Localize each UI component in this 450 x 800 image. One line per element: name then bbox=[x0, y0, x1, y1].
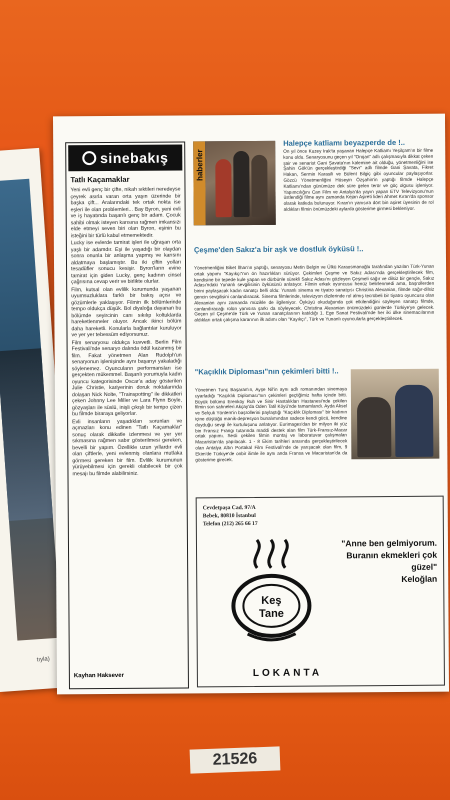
section-label: haberler bbox=[195, 149, 205, 181]
review-body bbox=[70, 186, 182, 478]
svg-text:Keş: Keş bbox=[261, 594, 282, 607]
film-reel-icon bbox=[82, 151, 96, 165]
news-body-3: Yönetmen Tunç Başaran'ın, Ayşe Nil'in aynı adlı romanından sinemaya uyarladığı "Kaçıklık Diploması"nın çekimleri geçtiğimiz hafta içinde bitti. Büyük bölümü Erenköy Ruh ve Sinir Hastalıkları Hastanesi'nde çekilen filmin son sahneleri Akçay'da Oden Tatil Köyü'nde tamamlandı. Ayda Aksel ve Selçuk Yöntem'in başrollerini paylaştığı "Kaçıklık Diploması" bir kadının içine düştüğü manik-depresyon bunalımından sadece kendi gücü, kendine duyduğu sevgi ile kurtuluşunu anlatıyor. Eurimages'dan bir milyon iki yüz bin Fransız Frangı tutarında maddi destek alan film Türk-Fransız-Macar ortak yapımı. Sesli çekilen filmin montaj ve laboratuvar çalışmaları Macaristan'da yapılacak. 1 - 8 Ekim tarihleri arasında gerçekleştirilecek olan Antalya Altın Portakal Film Festivali'nde de yarışacak olan film, 9 Ekim'de Türkiye'de onbir ilimle ile aynı anda Fransa ve Macaristan'da da gösterime girecek. bbox=[194, 386, 348, 462]
news-body-1 bbox=[283, 148, 433, 213]
photo-figure bbox=[215, 159, 231, 217]
photo-figure bbox=[251, 155, 267, 217]
news-text-1: On yıl önce Kuzey Irak'ta yaşanan Halepçe Katliamı Yeşilçam'ın bir filme konu oldu. Senaryosunu geçen yıl "Orojan" adlı çalışmasıyla dikkat çeken şair ve senarist Gani Şavata'nın kalemine ait olduğu, yönetmenliğini ise Şahin Gök'ün gerçekleştirdiği "Sevr" adlı filmde Gani Şavata, Fikret Hakan, Sermin Karasili ve Bülent Bilgiç gibi oyuncular paylaşıyorlar. Gözcü Yönetmenliğini Hüseyin Özşahin'in yaptığı filmde Halepçe Katliamı'ndan günümüze dek süre gelen terör ve göç olgusu işleniyor. Yapımcılığını Can Film ve Antalya'da yayın yapan ETV Televizyonu'nun üstlendiği filme aynı zamanda Kejan Aşireti lideri Ahmet Kıran'da sponsor olarak katkıda bulunuyor. Kıran'ın yanısıra dört bin aşiret üyesinin de rol aldıkları filmin önümüzdeki aylarda gösterime girmesi bekleniyor. bbox=[283, 147, 434, 212]
column-title: sinebakış bbox=[100, 149, 169, 167]
news-headline-3: "Kaçıklık Diploması"nın çekimleri bitti !.. bbox=[194, 366, 339, 377]
news-headline-2: Çeşme'den Sakız'a bir aşk ve dostluk öyküsü !.. bbox=[193, 244, 364, 255]
ad-address-line: Cevdetpaşa Cad. 97/A bbox=[202, 504, 256, 512]
svg-text:Tane: Tane bbox=[258, 607, 284, 620]
magazine-page bbox=[53, 114, 449, 695]
review-paragraph: Yeni evli genç bir çifte, nikah sıktileri neredeyse çeyrek asırla varan orta yaşın üzerinde bir başka çift... Aralarındaki tek ortak nokta ise eşleri ile olan problemleri... Bay Byron, yeni evli ve iş hayatında başarılı genç bir adam. Çocuk sahibi olmak isteyen karısına rağmen imkansızı elde etmeyi seven biri olan Byron, eşinin bu isteğini bir türlü kabul etmemektedir. bbox=[70, 186, 181, 239]
review-paragraph: Film, kutsal olan evlilik kurumunda yaşanan uyumsuzluklara farklı bir bakış açısı ve gözümlerle yaklaşıyor. Filmin ilk bölümlerinde tempo oldukça düşük. Bol diyaloğa dayanan bu bölümde seyircinin canı sıkılıp koltuklarda hareketlenmeler oluyor. Ancak ikinci bölüm daha hareketli. Konularla bağlantılar kuruluyor ve yer yer tebessüm ediyorsunuz. bbox=[71, 285, 182, 339]
ad-phone: Telefon (212) 265 66 17 bbox=[202, 520, 258, 528]
news-headline-1: Halepçe katliamı beyazperde de !.. bbox=[283, 137, 405, 148]
film-still-photo-2 bbox=[351, 369, 440, 460]
news-body-2: Yönetmenliğini Biket İlhan'ın yaptığı, senaryosu Metin Belgin ve Ülkü Karaosmanoğlu tarafından yazılan Türk-Yunan ortak yapımı "Kayıkçı"nın ön hazırlıkları sürüyor. Çekimleri Çeşme ve Sakız Adası'nda gerçekleştirilecek film, kendisine bir tepede kule yapan ve dürbünle sürekli Sakız Adası'nı gözleyen Çeşmeli sağır ve dilsiz bir gençle, Sakız Adası'ndaki Yunanlı sevgilisinin öyküsünü anlatıyor. Filmin erkek oyuncusu henüz belirlenmedi ama, başrollerden birini paylaşacak kadın sanatçı belli oldu: Yunanlı sinema ve tiyatro sanatçısı Christina Alexanian, filmde sağır-dilsiz gencin sevgilisini canlandıracak. Sinema filmlerinde, televizyon dizilerinde rol almış tecrübeli bir tiyatro oyuncusu olan Alexanian aynı zamanda müzikle de ilgileniyor. Öyküyü okuduğunda çok etkilendiğini söyleyen sanatçı filmde, canlandıracağı rolün yanısıra şarkı da söyleyecek. Christina Alexanian önümüzdeki günlerde Türkiye'ye gelecek. Geçen yıl Çeşme'de Türk ve Yunan sanatçılarının katıldığı 1. Ege Sanat Festivali'nde her iki ülke sinemacılarının aldıkları ortak çalışma kararının ilk adımı olan "Kayıkçı", Türk ve Yunanlı oyuncularla gerçekleştirilecek. bbox=[194, 263, 435, 323]
ad-quote-author: Keloğlan bbox=[401, 573, 438, 584]
photo-figure bbox=[395, 385, 434, 457]
photo-figure bbox=[357, 397, 391, 457]
restaurant-advertisement bbox=[196, 496, 445, 688]
photo-figure bbox=[233, 151, 249, 217]
review-paragraph: Lucky ise evlerde tamirat işleri ile uğraşan orta yaşlı bir adamdır. Eşi ile yaşadığı bir olaydan sonra onunla bir anlaşma yapmış ve karısını aldatmaya başlamıştır. Bu iki çiftin yolları tesadüfler sonucu kesişir. Byron'ların evine tamirat için giden Lucky, genç kadının cinsel çağrısına cevap verir ve birlikte olurlar. bbox=[70, 239, 182, 286]
cup-icon bbox=[227, 538, 318, 649]
ad-quote-text: "Anne ben gelmiyorum. Buranın ekmekleri çok güzel" bbox=[341, 537, 438, 572]
orange-background-bottom bbox=[0, 690, 450, 800]
ad-address-line: Bebek, 80810 İstanbul bbox=[202, 512, 256, 520]
ad-brand: LOKANTA bbox=[252, 667, 323, 679]
previous-page-caption: tıyla) bbox=[36, 656, 51, 664]
review-paragraph: Evli insanların yaşadıkları sorunları ve açmazları konu edinen "Tatlı Kaçamaklar" sonuç olarak dikkatle izlenmesi ve yer yer sıkmasına rağmen sabır gösterilmesi gereken, bevelli bir yapım. Özellikle uzun yıllardır evli olan çiftlerle, yeni evlenmiş olanlara mutlaka görmesi gereken bir film. Evlilik kurumunun yürüyebilmesi için gerekli olabilecek bir çok mesajı bu filmde alabilirsiniz. bbox=[72, 417, 183, 477]
review-title: Tatlı Kaçamaklar bbox=[70, 174, 130, 185]
review-author: Kayhan Haksever bbox=[73, 672, 124, 680]
sinebakis-column bbox=[65, 141, 189, 689]
coffee-cup-logo bbox=[227, 538, 318, 649]
film-still-photo bbox=[205, 141, 276, 225]
review-paragraph: Film senaryosu oldukça kuvvetli. Berlin Film Festivali'nde senaryo dalında ödül kazanmış bir film. Fakat yönetmen Alan Rudolph'un senaryonun işlenişinde aynı başarıyı yakaladığı söylenemez. Oyuncuların performansları ise gerçekten mükemmel. Başarılı yorumuyla kadın oyuncu kategorisinde Oscar'a aday gösterilen Julie Christie, kariyerinin doruk noktalarında dolaşan Nick Nolte, "Trainspotting" ile dikkatleri çeken Johnny Lee Miller ve Lara Flynn Boyle, gözyaşları ile süslü, inişli çıkışlı bir tempo çizen bu filmde biraraya geliyorlar. bbox=[71, 338, 183, 418]
column-header bbox=[68, 144, 182, 171]
haberler-label-strip bbox=[193, 141, 206, 225]
ad-address bbox=[203, 504, 258, 528]
previous-page-photo-detail bbox=[0, 348, 53, 521]
ad-quote bbox=[337, 537, 437, 586]
handwritten-note: 21526 bbox=[190, 746, 281, 773]
